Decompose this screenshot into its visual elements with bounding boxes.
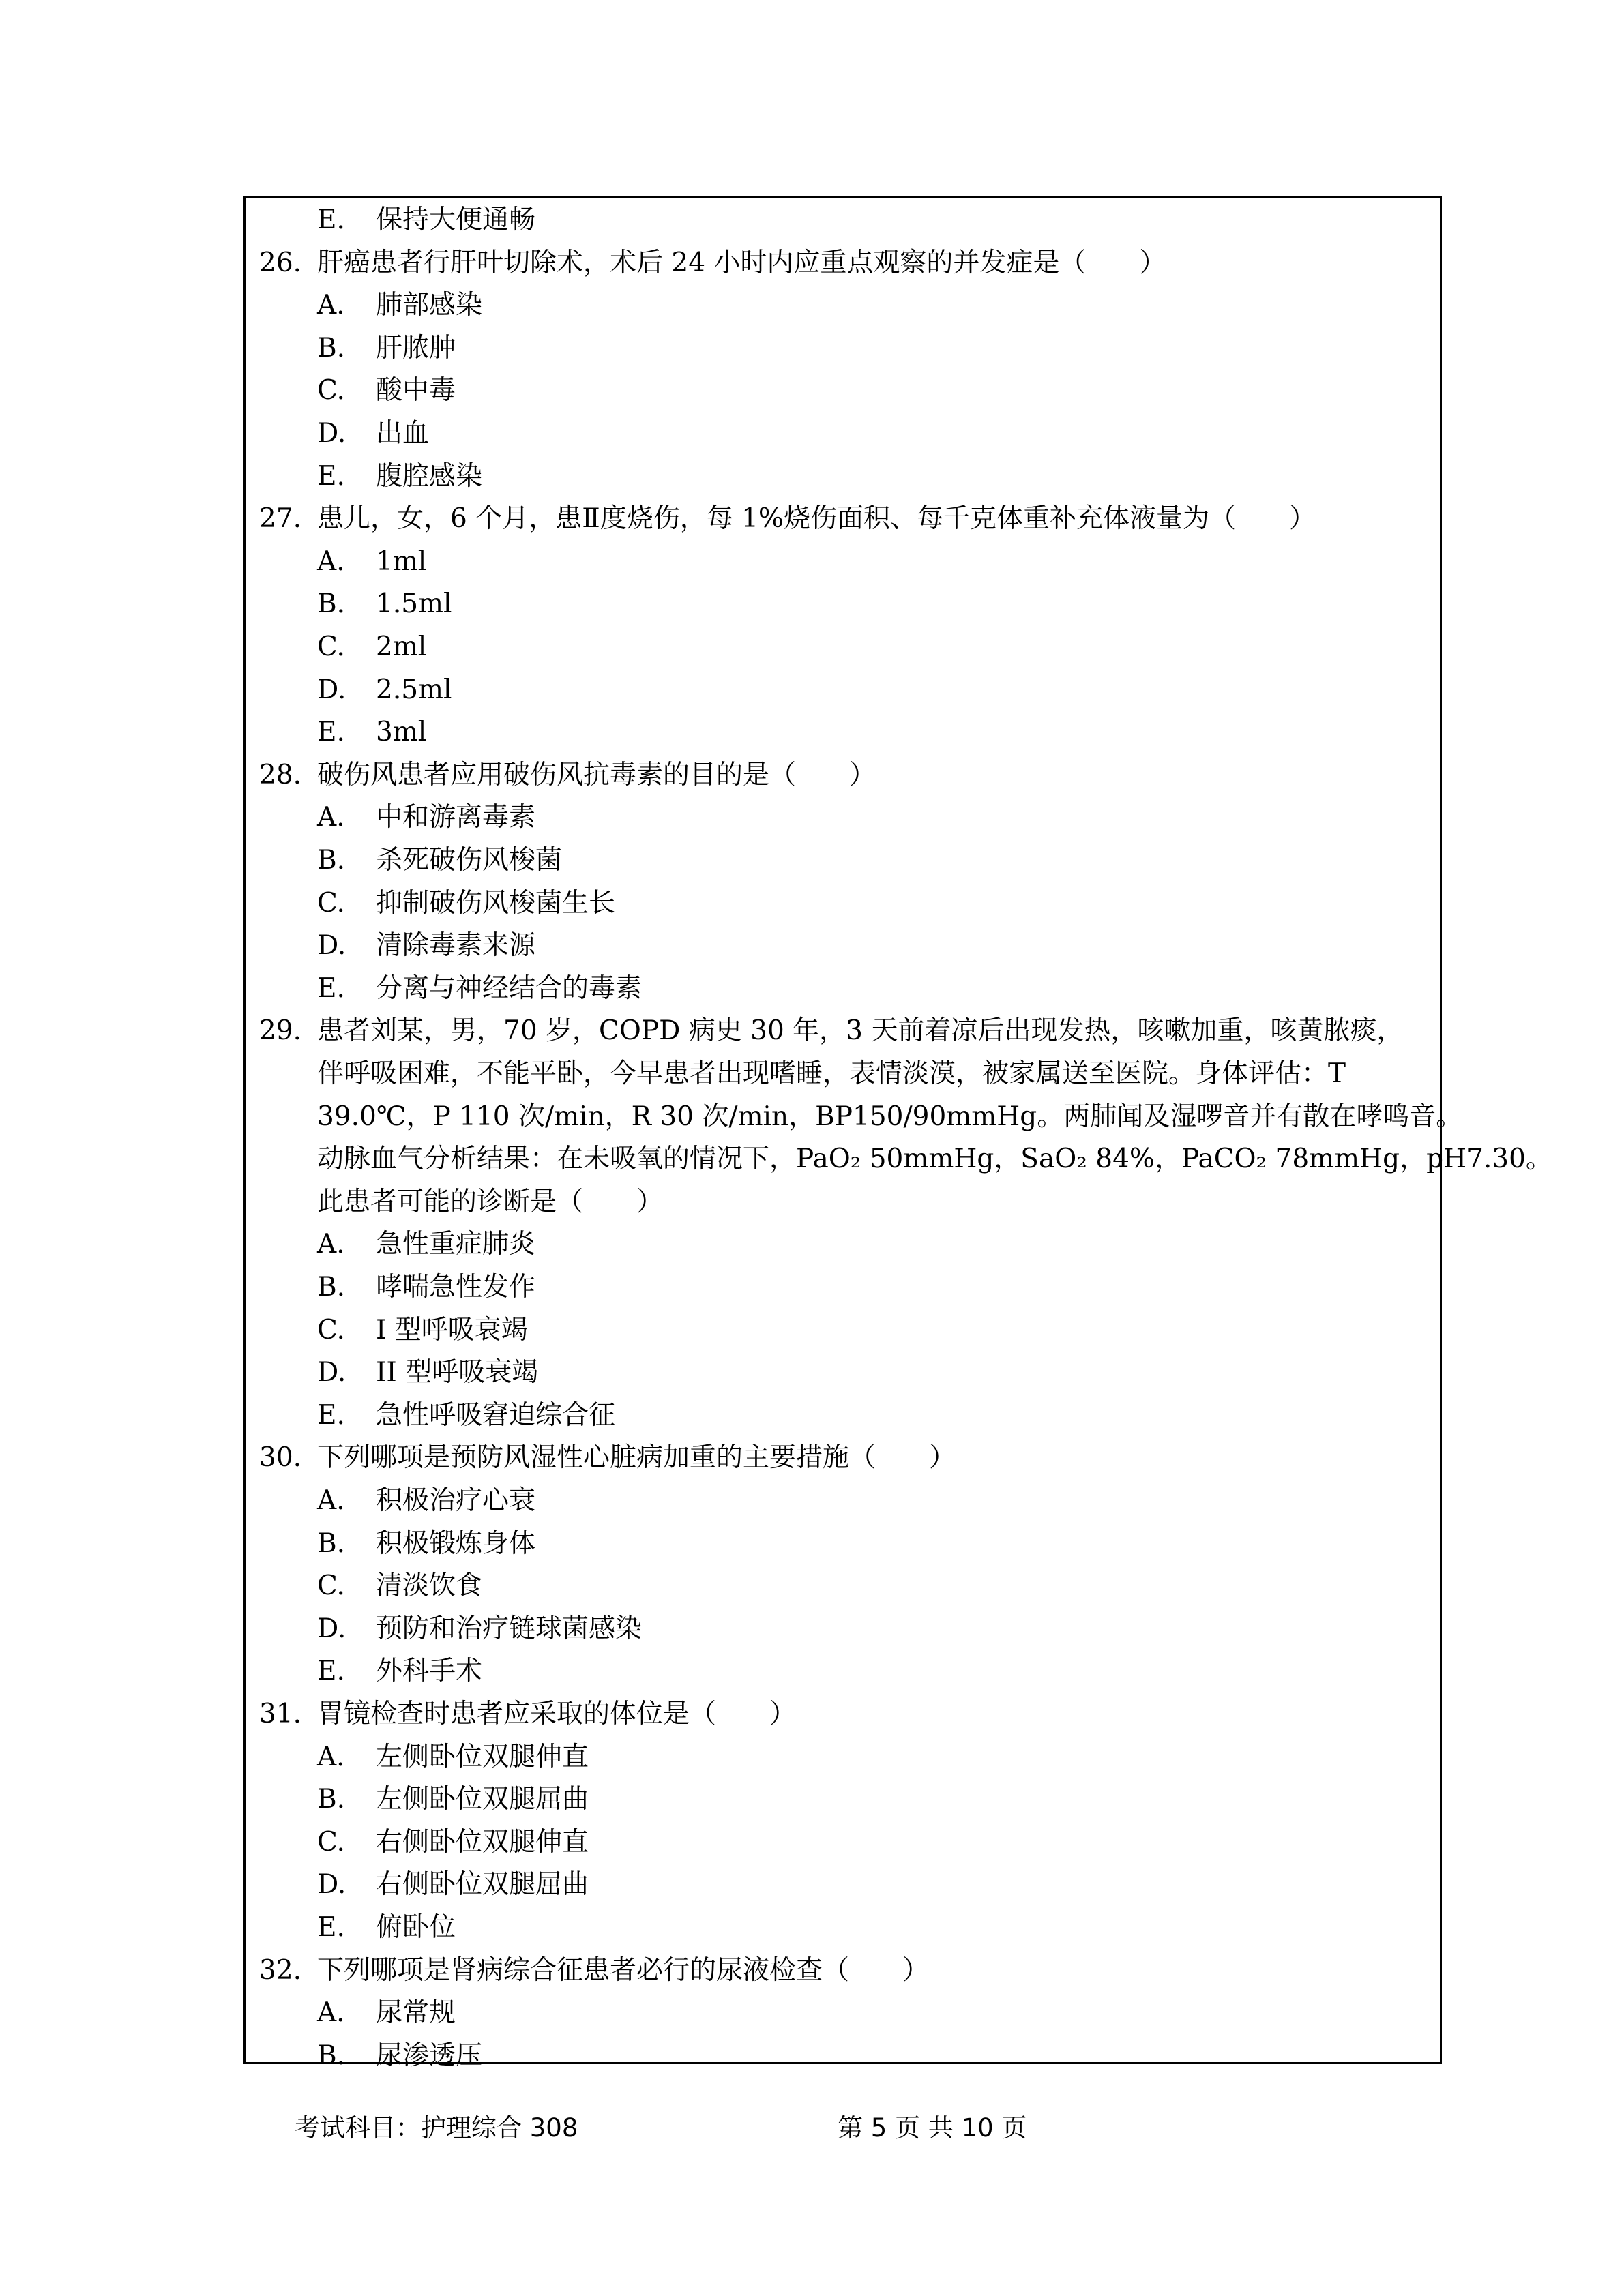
option-text: 中和游离毒素 [376, 802, 536, 833]
option-text: 清淡饮食 [376, 1570, 483, 1602]
question-stem: 患儿，女，6 个月，患Ⅱ度烧伤，每 1%烧伤面积、每千克体重补充体液量为（ ） [317, 503, 1316, 535]
option-text: 哮喘急性发作 [376, 1272, 536, 1302]
option-letter: A. [317, 1741, 345, 1772]
option-text: 杀死破伤风梭菌 [376, 845, 563, 876]
option-text: 酸中毒 [376, 375, 456, 406]
question-stem-line: 动脉血气分析结果：在未吸氧的情况下，PaO₂ 50mmHg，SaO₂ 84%，PaCO₂ 78mmHg，pH7.30。 [317, 1144, 1552, 1175]
option-text: 肝脓肿 [376, 332, 456, 363]
question-stem-line: 39.0℃，P 110 次/min，R 30 次/min，BP150/90mmHg。两肺闻及湿啰音并有散在哮鸣音。 [317, 1101, 1463, 1132]
question-number: 26. [259, 247, 302, 278]
option-text: 积极治疗心衰 [376, 1485, 536, 1516]
option-letter: B. [317, 1784, 346, 1815]
option-text: 分离与神经结合的毒素 [376, 972, 643, 1004]
option-letter: E. [317, 1656, 345, 1687]
option-text: 保持大便通畅 [376, 205, 536, 235]
option-letter: C. [317, 1314, 345, 1345]
option-text: 清除毒素来源 [376, 930, 536, 961]
option-letter: C. [317, 375, 345, 406]
question-number: 28. [259, 759, 302, 790]
option-letter: D. [317, 930, 346, 961]
option-text: 尿渗透压 [376, 2040, 483, 2071]
option-text: II 型呼吸衰竭 [376, 1357, 539, 1388]
option-letter: B. [317, 588, 346, 620]
option-letter: B. [317, 845, 346, 876]
option-text: 肺部感染 [376, 290, 483, 321]
option-letter: A. [317, 802, 345, 833]
option-letter: E. [317, 205, 345, 235]
option-letter: A. [317, 1997, 345, 2029]
option-letter: C. [317, 1826, 345, 1858]
option-text: I 型呼吸衰竭 [376, 1314, 528, 1345]
option-letter: A. [317, 1485, 345, 1516]
option-letter: E. [317, 717, 345, 748]
option-letter: B. [317, 2040, 346, 2071]
option-text: 3ml [376, 717, 427, 748]
option-letter: E. [317, 460, 345, 492]
option-letter: B. [317, 332, 346, 363]
question-stem: 下列哪项是预防风湿性心脏病加重的主要措施（ ） [317, 1442, 956, 1474]
option-letter: D. [317, 1613, 346, 1644]
question-stem: 肝癌患者行肝叶切除术，术后 24 小时内应重点观察的并发症是（ ） [317, 247, 1166, 278]
option-letter: A. [317, 1229, 345, 1260]
option-text: 左侧卧位双腿伸直 [376, 1741, 589, 1772]
question-stem: 破伤风患者应用破伤风抗毒素的目的是（ ） [317, 759, 876, 790]
option-letter: B. [317, 1272, 346, 1302]
question-stem-line: 此患者可能的诊断是（ ） [317, 1186, 664, 1217]
option-letter: A. [317, 546, 345, 577]
option-text: 外科手术 [376, 1656, 483, 1687]
option-text: 2ml [376, 631, 427, 662]
question-stem: 下列哪项是肾病综合征患者必行的尿液检查（ ） [317, 1954, 930, 1986]
option-letter: D. [317, 674, 346, 705]
option-letter: A. [317, 290, 345, 321]
option-letter: E. [317, 1399, 345, 1431]
option-text: 抑制破伤风梭菌生长 [376, 887, 616, 919]
option-text: 右侧卧位双腿屈曲 [376, 1869, 589, 1900]
question-number: 30. [259, 1442, 302, 1474]
option-text: 积极锻炼身体 [376, 1527, 536, 1559]
option-text: 1.5ml [376, 588, 452, 620]
option-letter: D. [317, 418, 346, 449]
question-number: 32. [259, 1954, 302, 1986]
option-letter: D. [317, 1869, 346, 1900]
option-text: 2.5ml [376, 674, 452, 705]
question-number: 31. [259, 1699, 302, 1729]
option-letter: D. [317, 1357, 346, 1388]
option-text: 预防和治疗链球菌感染 [376, 1613, 643, 1644]
question-number: 27. [259, 503, 302, 535]
option-text: 右侧卧位双腿伸直 [376, 1826, 589, 1858]
option-text: 出血 [376, 418, 430, 449]
option-text: 腹腔感染 [376, 460, 483, 492]
option-letter: C. [317, 1570, 345, 1602]
option-text: 急性重症肺炎 [376, 1229, 536, 1260]
option-letter: B. [317, 1527, 346, 1559]
option-letter: C. [317, 887, 345, 919]
option-letter: E. [317, 1912, 345, 1943]
question-stem-line: 伴呼吸困难，不能平卧，今早患者出现嗜睡，表情淡漠，被家属送至医院。身体评估：T [317, 1058, 1346, 1089]
option-text: 1ml [376, 546, 427, 577]
question-number: 29. [259, 1015, 302, 1047]
option-letter: E. [317, 972, 345, 1004]
page-number: 第 5 页 共 10 页 [838, 2113, 1027, 2143]
option-text: 尿常规 [376, 1997, 456, 2029]
question-stem-line: 患者刘某，男，70 岁，COPD 病史 30 年，3 天前着凉后出现发热，咳嗽加重，咳黄脓痰， [317, 1015, 1404, 1047]
option-text: 左侧卧位双腿屈曲 [376, 1784, 589, 1815]
exam-subject: 考试科目：护理综合 308 [295, 2113, 578, 2143]
option-text: 俯卧位 [376, 1912, 456, 1943]
option-letter: C. [317, 631, 345, 662]
option-text: 急性呼吸窘迫综合征 [376, 1399, 616, 1431]
question-stem: 胃镜检查时患者应采取的体位是（ ） [317, 1699, 797, 1729]
